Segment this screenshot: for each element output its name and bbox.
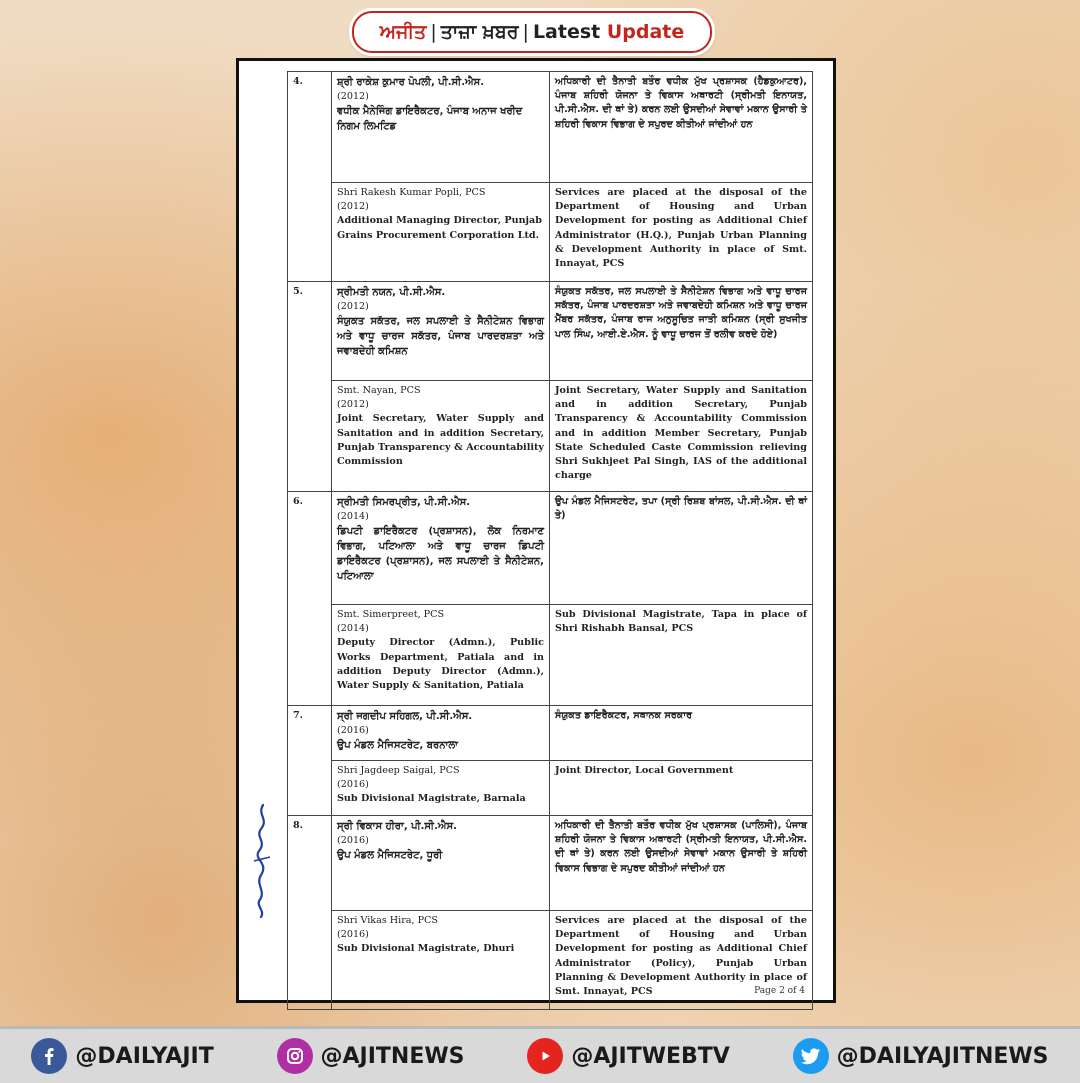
row-number: 8. [288, 816, 332, 1010]
brand-name: ਅਜੀਤ [379, 21, 427, 43]
current-post-punjabi: ਉਪ ਮੰਡਲ ਮੈਜਿਸਟਰੇਟ, ਬਰਨਾਲਾ [337, 740, 458, 752]
current-post-punjabi: ਉਪ ਮੰਡਲ ਮੈਜਿਸਟਰੇਟ, ਧੂਰੀ [337, 850, 443, 862]
row-number: 5. [288, 282, 332, 492]
table-row [288, 381, 813, 492]
update-label: Update [606, 21, 685, 43]
officer-name-english: Shri Rakesh Kumar Popli, PCS [337, 187, 486, 198]
instagram-handle[interactable] [277, 1038, 465, 1074]
table-row [288, 761, 813, 816]
signature-image [249, 801, 275, 921]
officer-name-punjabi: ਸ੍ਰੀ ਜਗਦੀਪ ਸਹਿਗਲ, ਪੀ.ਸੀ.ਐਸ. [337, 711, 473, 722]
current-post-punjabi: ਸੰਯੁਕਤ ਸਕੱਤਰ, ਜਲ ਸਪਲਾਈ ਤੇ ਸੈਨੀਟੇਸ਼ਨ ਵਿਭਾਗ ਅਤੇ ਵਾਧੂ ਚਾਰਜ ਸਕੱਤਰ, ਪੰਜਾਬ ਪਾਰਦਰਸ਼ਤਾ ਅਤੇ ਜਵਾਬਦੇਹੀ ਕਮਿਸ਼ਨ [337, 316, 544, 358]
separator: | [522, 21, 529, 43]
officer-name-english: Shri Jagdeep Saigal, PCS [337, 765, 460, 776]
separator: | [430, 21, 437, 43]
table-row [288, 183, 813, 282]
batch-year: (2016) [337, 929, 369, 941]
current-post-english: Joint Secretary, Water Supply and Sanitation and in addition Secretary, Punjab Transparency & Accountability Commission [337, 413, 544, 467]
table-row [288, 72, 813, 183]
table-row [288, 605, 813, 706]
new-posting-punjabi: ਸੰਯੁਕਤ ਡਾਇਰੈਕਟਰ, ਸਥਾਨਕ ਸਰਕਾਰ [550, 706, 813, 761]
batch-year: (2016) [337, 835, 369, 846]
page-number: Page 2 of 4 [754, 986, 805, 996]
officer-name-punjabi: ਸ੍ਰੀ ਵਿਕਾਸ ਹੀਰਾ, ਪੀ.ਸੀ.ਐਸ. [337, 821, 457, 832]
social-footer [0, 1026, 1080, 1083]
batch-year: (2012) [337, 201, 369, 213]
table-row [288, 282, 813, 381]
officer-name-punjabi: ਸ੍ਰੀਮਤੀ ਸਿਮਰਪ੍ਰੀਤ, ਪੀ.ਸੀ.ਐਸ. [337, 497, 471, 508]
new-posting-punjabi: ਅਧਿਕਾਰੀ ਦੀ ਤੈਨਾਤੀ ਬਤੌਰ ਵਧੀਕ ਮੁੱਖ ਪ੍ਰਸ਼ਾਸਕ (ਪਾਲਿਸੀ), ਪੰਜਾਬ ਸ਼ਹਿਰੀ ਯੋਜਨਾ ਤੇ ਵਿਕਾਸ ਅਥਾਰਟੀ (ਸ੍ਰੀਮਤੀ ਇਨਾਯਤ, ਪੀ.ਸੀ.ਐਸ. ਦੀ ਥਾਂ ਤੇ) ਕਰਨ ਲਈ ਉਸਦੀਆਂ ਸੇਵਾਵਾਂ ਮਕਾਨ ਉਸਾਰੀ ਤੇ ਸ਼ਹਿਰੀ ਵਿਕਾਸ ਵਿਭਾਗ ਦੇ ਸਪੁਰਦ ਕੀਤੀਆਂ ਜਾਂਦੀਆਂ ਹਨ [550, 816, 813, 911]
transfer-order-document [236, 58, 836, 1003]
batch-year: (2012) [337, 91, 369, 102]
new-posting-punjabi: ਸੰਯੁਕਤ ਸਕੱਤਰ, ਜਲ ਸਪਲਾਈ ਤੇ ਸੈਨੀਟੇਸ਼ਨ ਵਿਭਾਗ ਅਤੇ ਵਾਧੂ ਚਾਰਜ ਸਕੱਤਰ, ਪੰਜਾਬ ਪਾਰਦਰਸ਼ਤਾ ਅਤੇ ਜਵਾਬਦੇਹੀ ਕਮਿਸ਼ਨ ਅਤੇ ਵਾਧੂ ਚਾਰਜ ਮੈਂਬਰ ਸਕੱਤਰ, ਪੰਜਾਬ ਰਾਜ ਅਨੁਸੂਚਿਤ ਜਾਤੀ ਕਮਿਸ਼ਨ (ਸ੍ਰੀ ਸੁਖਜੀਤ ਪਾਲ ਸਿੰਘ, ਆਈ.ਏ.ਐਸ. ਨੂੰ ਵਾਧੂ ਚਾਰਜ ਤੋਂ ਰਲੀਵ ਕਰਦੇ ਹੋਏ) [550, 282, 813, 381]
instagram-icon [277, 1038, 313, 1074]
batch-year: (2012) [337, 301, 369, 312]
twitter-label: @DAILYAJITNEWS [836, 1043, 1049, 1069]
row-number: 7. [288, 706, 332, 816]
new-posting-punjabi: ਉਪ ਮੰਡਲ ਮੈਜਿਸਟਰੇਟ, ਤਪਾ (ਸ੍ਰੀ ਰਿਸ਼ਬ ਬਾਂਸਲ, ਪੀ.ਸੀ.ਐਸ. ਦੀ ਥਾਂ ਤੇ) [550, 492, 813, 605]
new-posting-english: Services are placed at the disposal of the Department of Housing and Urban Development for posting as Additional Chief Administrator (Policy), Punjab Urban Planning & Development Authority in place of Smt. Innayat, PCS [550, 911, 813, 1010]
batch-year: (2012) [337, 399, 369, 411]
row-number: 4. [288, 72, 332, 282]
twitter-handle[interactable] [793, 1038, 1049, 1074]
current-post-punjabi: ਵਧੀਕ ਮੈਨੇਜਿੰਗ ਡਾਇਰੈਕਟਰ, ਪੰਜਾਬ ਅਨਾਜ ਖਰੀਦ ਨਿਗਮ ਲਿਮਟਿਡ [337, 106, 523, 133]
officer-name-english: Shri Vikas Hira, PCS [337, 915, 438, 926]
header-badge [352, 11, 712, 53]
table-row [288, 492, 813, 605]
batch-year: (2014) [337, 623, 369, 635]
batch-year: (2016) [337, 725, 369, 736]
facebook-icon [31, 1038, 67, 1074]
fresh-news-label: ਤਾਜ਼ਾ ਖ਼ਬਰ [440, 21, 519, 43]
table-row [288, 706, 813, 761]
officer-name-punjabi: ਸ੍ਰੀਮਤੀ ਨਯਨ, ਪੀ.ਸੀ.ਐਸ. [337, 287, 446, 298]
table-row [288, 911, 813, 1010]
new-posting-english: Joint Director, Local Government [550, 761, 813, 816]
new-posting-english: Joint Secretary, Water Supply and Sanitation and in addition Secretary, Punjab Transparency & Accountability Commission and in addition Member Secretary, Punjab State Scheduled Caste Commission relieving Shri Sukhjeet Pal Singh, IAS of the additional charge [550, 381, 813, 492]
current-post-english: Sub Divisional Magistrate, Barnala [337, 793, 526, 805]
latest-label: Latest [532, 21, 601, 43]
new-posting-english: Sub Divisional Magistrate, Tapa in place of Shri Rishabh Bansal, PCS [550, 605, 813, 706]
table-row [288, 816, 813, 911]
instagram-label: @AJITNEWS [320, 1043, 465, 1069]
current-post-punjabi: ਡਿਪਟੀ ਡਾਇਰੈਕਟਰ (ਪ੍ਰਸ਼ਾਸਨ), ਲੋਕ ਨਿਰਮਾਣ ਵਿਭਾਗ, ਪਟਿਆਲਾ ਅਤੇ ਵਾਧੂ ਚਾਰਜ ਡਿਪਟੀ ਡਾਇਰੈਕਟਰ (ਪ੍ਰਸ਼ਾਸਨ), ਜਲ ਸਪਲਾਈ ਤੇ ਸੈਨੀਟੇਸ਼ਨ, ਪਟਿਆਲਾ [337, 526, 544, 583]
current-post-english: Deputy Director (Admn.), Public Works Department, Patiala and in addition Deputy Director (Admn.), Water Supply & Sanitation, Patiala [337, 637, 544, 691]
row-number: 6. [288, 492, 332, 706]
new-posting-punjabi: ਅਧਿਕਾਰੀ ਦੀ ਤੈਨਾਤੀ ਬਤੌਰ ਵਧੀਕ ਮੁੱਖ ਪ੍ਰਸ਼ਾਸਕ (ਹੈਡਕੁਆਟਰ), ਪੰਜਾਬ ਸ਼ਹਿਰੀ ਯੋਜਨਾ ਤੇ ਵਿਕਾਸ ਅਥਾਰਟੀ (ਸ੍ਰੀਮਤੀ ਇਨਾਯਤ, ਪੀ.ਸੀ.ਐਸ. ਦੀ ਥਾਂ ਤੇ) ਕਰਨ ਲਈ ਉਸਦੀਆਂ ਸੇਵਾਵਾਂ ਮਕਾਨ ਉਸਾਰੀ ਤੇ ਸ਼ਹਿਰੀ ਵਿਕਾਸ ਵਿਭਾਗ ਦੇ ਸਪੁਰਦ ਕੀਤੀਆਂ ਜਾਂਦੀਆਂ ਹਨ [550, 72, 813, 183]
youtube-handle[interactable] [527, 1038, 730, 1074]
officer-name-punjabi: ਸ਼੍ਰੀ ਰਾਕੇਸ਼ ਕੁਮਾਰ ਪੋਪਲੀ, ਪੀ.ਸੀ.ਐਸ. [337, 77, 485, 88]
new-posting-english: Services are placed at the disposal of the Department of Housing and Urban Development for posting as Additional Chief Administrator (H.Q.), Punjab Urban Planning & Development Authority in place of Smt. Innayat, PCS [550, 183, 813, 282]
officer-name-english: Smt. Nayan, PCS [337, 385, 421, 396]
twitter-icon [793, 1038, 829, 1074]
facebook-handle[interactable] [31, 1038, 213, 1074]
current-post-english: Sub Divisional Magistrate, Dhuri [337, 943, 515, 955]
batch-year: (2016) [337, 779, 369, 791]
officer-name-english: Smt. Simerpreet, PCS [337, 609, 445, 620]
youtube-label: @AJITWEBTV [571, 1043, 730, 1069]
youtube-icon [527, 1038, 563, 1074]
posting-table [287, 71, 813, 1010]
current-post-english: Additional Managing Director, Punjab Grains Procurement Corporation Ltd. [337, 215, 542, 241]
facebook-label: @DAILYAJIT [75, 1043, 214, 1069]
batch-year: (2014) [337, 511, 369, 522]
